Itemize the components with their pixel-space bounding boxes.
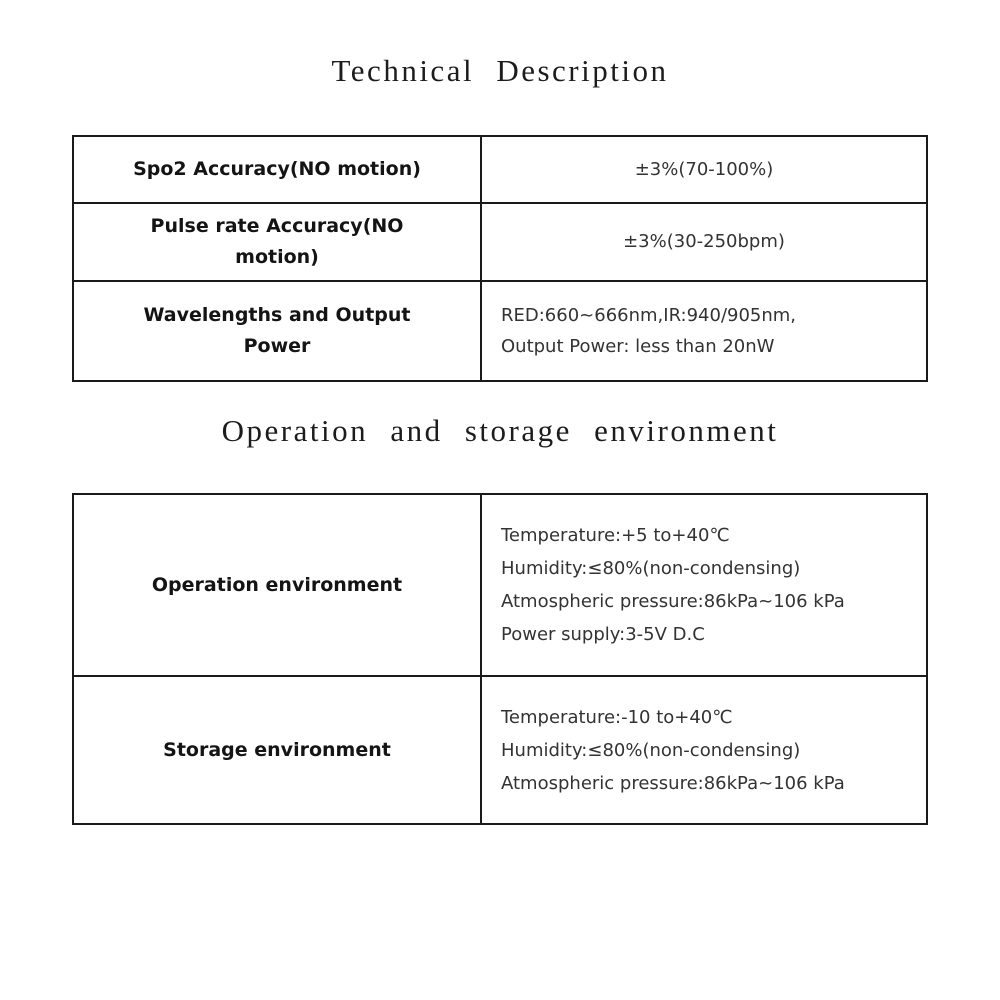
- table-row-spo2-accuracy: [74, 137, 926, 202]
- technical-description-title: Technical Description: [331, 53, 669, 88]
- environment-spec-table: [72, 493, 928, 825]
- spec-label-text: Wavelengths and Output: [143, 304, 411, 326]
- table-row-storage-environment: [74, 675, 926, 823]
- technical-spec-table: [72, 135, 928, 382]
- spec-label-cell: [74, 495, 480, 675]
- spec-label-text: Operation environment: [151, 573, 403, 596]
- spec-value-text: Temperature:-10 to+40℃: [501, 706, 733, 728]
- spec-label-text: Power: [243, 335, 311, 357]
- table-row-operation-environment: [74, 495, 926, 675]
- spec-value-cell: [480, 677, 926, 823]
- table-row-wavelengths-output-power: [74, 280, 926, 380]
- spec-value-text: ±3%(30-250bpm): [623, 231, 785, 252]
- spec-label-text: Storage environment: [163, 738, 391, 761]
- spec-value-text: RED:660~666nm,IR:940/905nm,: [501, 305, 797, 326]
- spec-value-cell: [480, 282, 926, 380]
- spec-label-text: motion): [235, 246, 319, 268]
- spec-value-text: Atmospheric pressure:86kPa~106 kPa: [501, 772, 845, 794]
- spec-value-cell: [480, 137, 926, 202]
- spec-value-text: Humidity:≤80%(non-condensing): [501, 739, 801, 761]
- spec-label-cell: [74, 137, 480, 202]
- operation-storage-environment-title: Operation and storage environment: [221, 413, 779, 448]
- spec-value-text: ±3%(70-100%): [634, 158, 774, 180]
- spec-label-text: Pulse rate Accuracy(NO: [150, 215, 404, 237]
- spec-value-text: Power supply:3-5V D.C: [501, 624, 705, 645]
- spec-label-cell: [74, 677, 480, 823]
- spec-value-cell: [480, 204, 926, 280]
- spec-label-cell: [74, 204, 480, 280]
- spec-value-text: Atmospheric pressure:86kPa~106 kPa: [501, 591, 845, 612]
- table-row-pulse-rate-accuracy: [74, 202, 926, 280]
- spec-value-text: Humidity:≤80%(non-condensing): [501, 558, 801, 579]
- spec-value-cell: [480, 495, 926, 675]
- spec-value-text: Output Power: less than 20nW: [501, 336, 775, 357]
- spec-label-text: Spo2 Accuracy(NO motion): [133, 158, 421, 180]
- spec-value-text: Temperature:+5 to+40℃: [501, 525, 730, 546]
- spec-label-cell: [74, 282, 480, 380]
